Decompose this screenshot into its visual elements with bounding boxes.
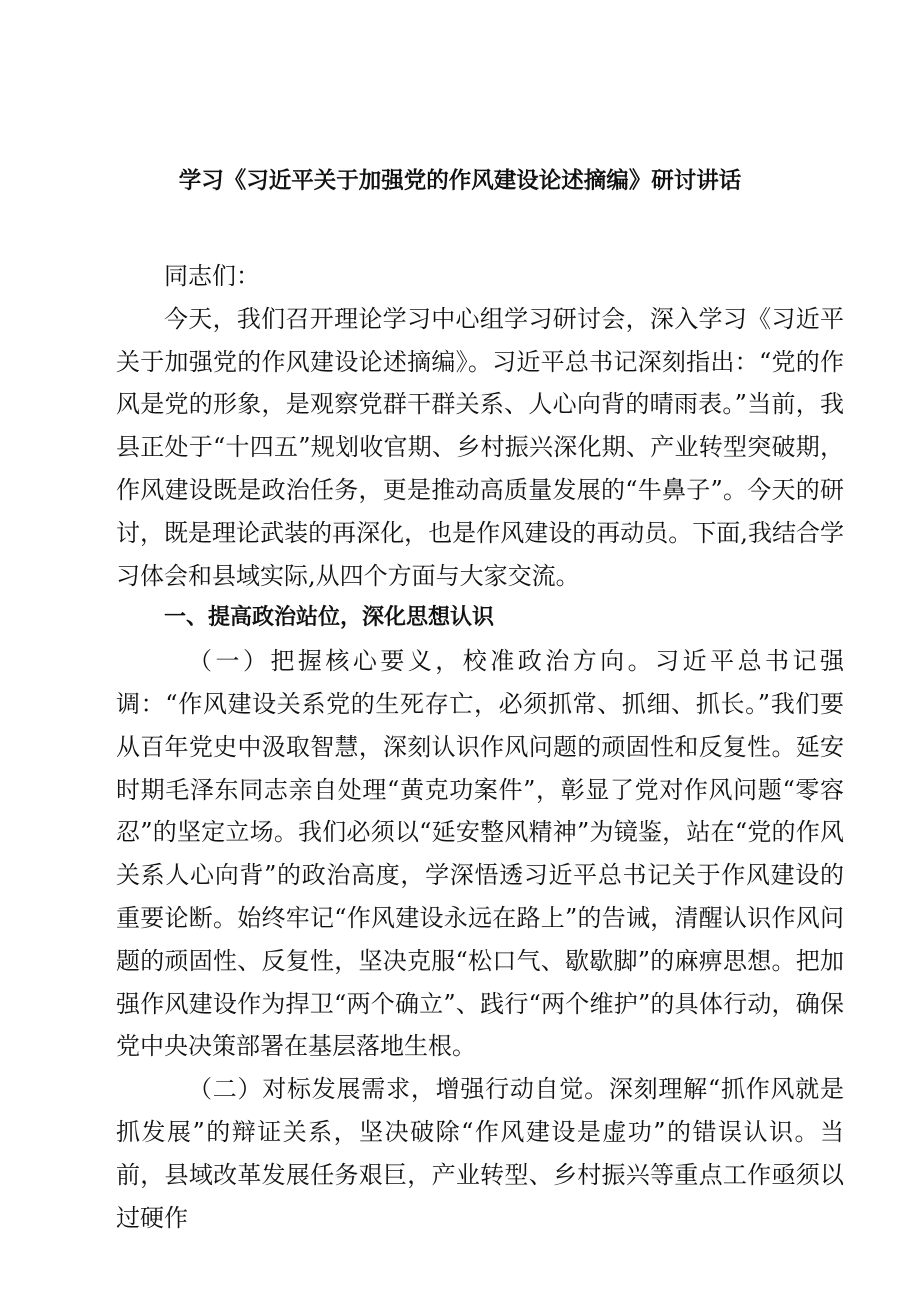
salutation: 同志们： bbox=[164, 262, 260, 290]
intro-paragraph: 今天，我们召开理论学习中心组学习研讨会，深入学习《习近平关于加强党的作风建设论述摘编》。习近平总书记深刻指出：“党的作风是党的形象，是观察党群干群关系、人心向背的晴雨表。”当前，我县正处于“十四五”规划收官期、乡村振兴深化期、产业转型突破期，作风建设既是政治任务，更是推动高质量发展的“牛鼻子”。今天的研讨，既是理论武装的再深化，也是作风建设的再动员。下面,我结合学习体会和县域实际,从四个方面与大家交流。 bbox=[116, 304, 844, 590]
subsection-paragraph-1: （一）把握核心要义，校准政治方向。习近平总书记强调：“作风建设关系党的生死存亡，必须抓常、抓细、抓长。”我们要从百年党史中汲取智慧，深刻认识作风问题的顽固性和反复性。延安时期毛泽东同志亲自处理“黄克功案件”，彰显了党对作风问题“零容忍”的坚定立场。我们必须以“延安整风精神”为镜鉴，站在“党的作风关系人心向背”的政治高度，学深悟透习近平总书记关于作风建设的重要论断。始终牢记“作风建设永远在路上”的告诫，清醒认识作风问题的顽固性、反复性，坚决克服“松口气、歇歇脚”的麻痹思想。把加强作风建设作为捍卫“两个确立”、践行“两个维护”的具体行动，确保党中央决策部署在基层落地生根。 bbox=[116, 647, 844, 1061]
document-body bbox=[116, 255, 844, 1239]
section-heading-1: 一、提高政治站位，深化思想认识 bbox=[164, 605, 495, 631]
document-title: 学习《习近平关于加强党的作风建设论述摘编》研讨讲话 bbox=[178, 168, 742, 194]
subsection-paragraph-2: （二）对标发展需求，增强行动自觉。深刻理解“抓作风就是抓发展”的辩证关系，坚决破除“作风建设是虚功”的错误认识。当前，县域改革发展任务艰巨，产业转型、乡村振兴等重点工作亟须以过硬作 bbox=[116, 1075, 844, 1232]
